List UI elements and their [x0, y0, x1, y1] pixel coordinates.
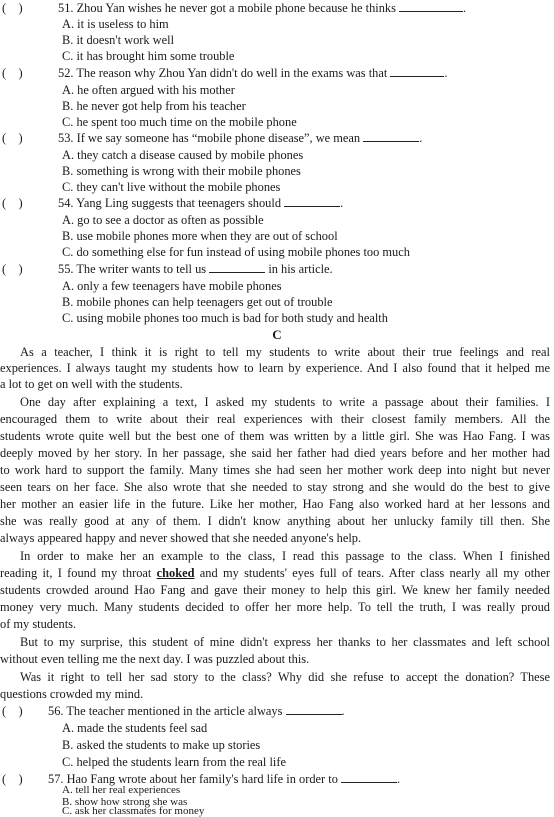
answer-paren: ( ): [2, 704, 23, 718]
answer-paren: ( ): [2, 262, 23, 276]
emphasized-word: choked: [156, 566, 195, 580]
question-56: [48, 705, 345, 717]
question-stem-end: in his article.: [268, 262, 333, 276]
answer-blank: [341, 773, 397, 783]
question-stem: 56. The teacher mentioned in the article always: [48, 704, 283, 718]
section-heading: C: [272, 327, 282, 342]
punctuation: .: [341, 704, 345, 718]
question-stem: 52. The reason why Zhou Yan didn't do well in the exams was that: [58, 66, 388, 80]
question-stem: 54. Yang Ling suggests that teenagers should: [58, 196, 282, 210]
option: B. use mobile phones more when they are out of school: [62, 229, 338, 243]
passage-line: In order to make her an example to the class, I read this passage to the class. When I finished: [20, 549, 550, 563]
option: C. using mobile phones too much is bad for both study and health: [62, 311, 388, 325]
question-stem: 53. If we say someone has “mobile phone disease”, we mean: [58, 131, 361, 145]
option: C. ask her classmates for money: [62, 805, 205, 817]
punctuation: .: [397, 772, 401, 786]
option: B. asked the students to make up stories: [62, 738, 261, 752]
answer-blank: [209, 263, 265, 273]
passage-line: she was really good at any of them. I didn't know anything about her unlucky family till then. She: [0, 514, 550, 528]
answer-paren: ( ): [2, 772, 23, 786]
option: C. they can't live without the mobile phones: [62, 180, 281, 194]
passage-line: But to my surprise, this student of mine didn't express her thanks to her classmates and left school: [20, 635, 550, 649]
answer-blank: [284, 197, 340, 207]
question-stem: 51. Zhou Yan wishes he never got a mobile phone because he thinks: [58, 1, 396, 15]
option: C. it has brought him some trouble: [62, 49, 235, 63]
question-54: [58, 197, 343, 209]
passage-line: her mother an easier life in the future. Like her mother, Hao Fang also worked hard at her lessons and: [0, 497, 550, 511]
passage-line: As a teacher, I think it is right to tell my students to write about their true feelings and real: [20, 345, 550, 359]
passage-line: students crowded around Hao Fang and gave their money to help this girl. We knew her family needed: [0, 583, 550, 597]
passage-line: money very much. Many students decided to offer her more help. To tell the truth, I was really proud: [0, 600, 550, 614]
passage-line: a lot to get on well with the students.: [0, 377, 183, 391]
question-53: [58, 132, 422, 144]
passage-line: to work hard to support the family. Many times she had seen her mother work deep into night but never: [0, 463, 550, 477]
passage-line: seen tears on her face. She also wrote that she needed to stay strong and she would do the best to give: [0, 480, 550, 494]
answer-paren: ( ): [2, 1, 23, 15]
option: A. it is useless to him: [62, 17, 169, 31]
passage-line: Was it right to tell her sad story to the class? Why did she refuse to accept the donation? These: [20, 670, 550, 684]
option: B. he never got help from his teacher: [62, 99, 246, 113]
answer-paren: ( ): [2, 131, 23, 145]
answer-blank: [399, 2, 463, 12]
question-52: [58, 67, 448, 79]
punctuation: .: [340, 196, 344, 210]
punctuation: .: [444, 66, 448, 80]
passage-line: questions crowded my mind.: [0, 687, 144, 701]
passage-line: reading it, I found my throat choked and my students' eyes full of tears. After class nearly all my other: [0, 566, 550, 580]
punctuation: .: [463, 1, 467, 15]
option: A. they catch a disease caused by mobile phones: [62, 148, 304, 162]
option: A. go to see a doctor as often as possible: [62, 213, 264, 227]
option: B. something is wrong with their mobile phones: [62, 164, 301, 178]
option: B. mobile phones can help teenagers get out of trouble: [62, 295, 333, 309]
question-stem: 57. Hao Fang wrote about her family's hard life in order to: [48, 772, 338, 786]
passage-line: experiences. I always taught my students how to learn by experience. And I also found that it helped me: [0, 361, 550, 375]
passage-line: One day after explaining a text, I asked my students to write a passage about their families. I: [20, 395, 550, 409]
option: C. do something else for fun instead of using mobile phones too much: [62, 245, 410, 259]
answer-blank: [390, 67, 444, 77]
question-stem: 55. The writer wants to tell us: [58, 262, 207, 276]
passage-line: of my students.: [0, 617, 77, 631]
option: A. he often argued with his mother: [62, 83, 235, 97]
option: C. helped the students learn from the real life: [62, 755, 286, 769]
option: A. made the students feel sad: [62, 721, 208, 735]
passage-line: deeply moved by her story. In her passage, she said her father had died years before and her mother had: [0, 446, 550, 460]
punctuation: .: [419, 131, 423, 145]
question-55: [58, 263, 333, 275]
option: C. he spent too much time on the mobile phone: [62, 115, 297, 129]
passage-line: without even telling me the next day. I was puzzled about this.: [0, 652, 310, 666]
option: B. it doesn't work well: [62, 33, 175, 47]
option: A. only a few teenagers have mobile phones: [62, 279, 282, 293]
passage-line: always appeared happy and never showed that she needed anyone's help.: [0, 531, 362, 545]
passage-line: students wrote quite well but the best one of them was written by a little girl. She was Hao Fang. I was: [0, 429, 550, 443]
question-51: [58, 2, 466, 14]
answer-paren: ( ): [2, 196, 23, 210]
answer-blank: [363, 132, 419, 142]
option: A. tell her real experiences: [62, 784, 181, 796]
answer-paren: ( ): [2, 66, 23, 80]
answer-blank: [286, 705, 342, 715]
passage-line: encouraged them to write about their real experiences with their closest family members. All the: [0, 412, 550, 426]
option: B. show how strong she was: [62, 796, 188, 808]
